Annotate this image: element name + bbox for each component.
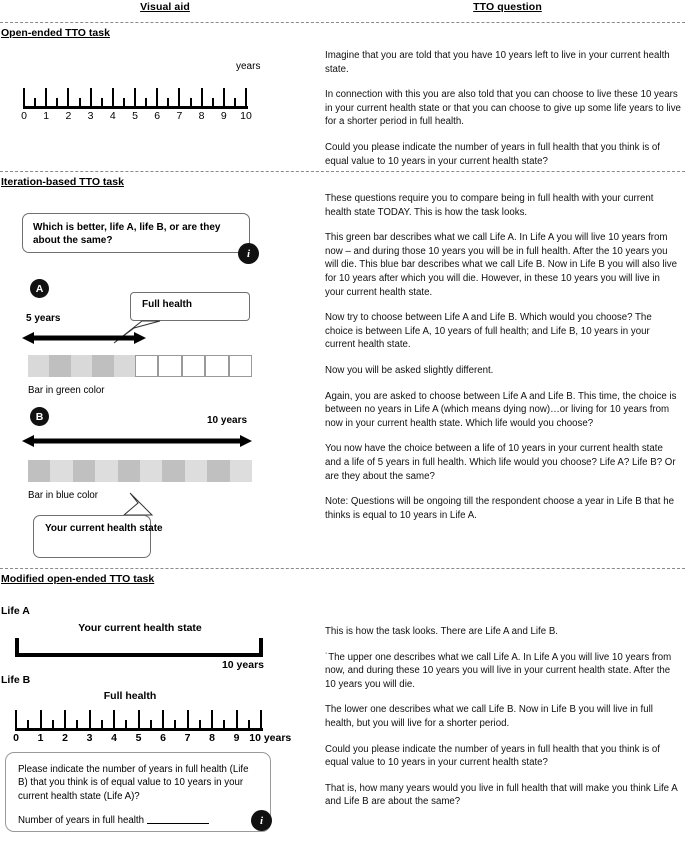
ruler-label: 8 (198, 110, 205, 122)
ruler-label: 8 (209, 732, 215, 744)
prompt-bubble[interactable] (22, 213, 250, 253)
ruler-tick-major (67, 88, 69, 109)
ruler-tick-minor (145, 98, 147, 109)
ruler-label: 1 (37, 732, 44, 744)
bar-segment (92, 355, 113, 377)
question-paragraph: The lower one describes what we call Life B. Now in Life B you will live in full health, but you will live for a shorter period. (325, 704, 653, 729)
ruler-tick-major (113, 710, 115, 731)
ruler-tick-minor (125, 720, 127, 731)
ruler-tick-minor (34, 98, 36, 109)
column-header-tto-question: TTO question (473, 1, 542, 13)
ruler-label: 7 (176, 110, 183, 122)
question-paragraph: These questions require you to compare being in full health with your current health state TODAY. This is how the task looks. (325, 193, 654, 218)
answer-label: Number of years in full health (18, 815, 144, 827)
life-a-bar-caption: Bar in green color (28, 385, 105, 396)
question-paragraph: This green bar describes what we call Life A. In Life A you will live 10 years from now – and during those 10 years you will be in full health. After the 10 years you will die. This blue bar describes what we call Life B. Now in Life B you will also live for 10 years after which you will die. However, in these 10 years you will live in your current health state. (325, 232, 677, 298)
info-badge-label: i (259, 814, 264, 827)
modified-question-text: Please indicate the number of years in full health (Life B) that you think is of equal value to 10 years in your current health state (Life A)? (18, 764, 249, 802)
visual-aid-modified (0, 585, 325, 843)
life-b-badge-label: B (35, 410, 44, 423)
question-paragraph: In connection with this you are also told that you can choose to live these 10 years in your current health state or that you can choose to give up some life years to live for a shorter period in full health. (325, 89, 681, 128)
bar-segment (205, 355, 228, 377)
answer-blank-input[interactable] (147, 823, 209, 824)
ruler-tick-minor (56, 98, 58, 109)
bar-segment (49, 355, 70, 377)
tto-question-iteration-based (325, 188, 685, 534)
ruler-tick-minor (123, 98, 125, 109)
ruler-tick-major (138, 710, 140, 731)
bar-segment (50, 460, 72, 482)
ruler-tick-minor (248, 720, 250, 731)
ruler-tick-major (187, 710, 189, 731)
ruler-tick-major (64, 710, 66, 731)
ruler-label: 1 (43, 110, 50, 122)
bar-segment (95, 460, 117, 482)
ruler-tick-minor (223, 720, 225, 731)
bar-segment (118, 460, 140, 482)
life-b-badge (30, 407, 49, 426)
ruler-tick-major (162, 710, 164, 731)
ruler-label: 4 (111, 732, 117, 744)
ruler-label: 6 (160, 732, 166, 744)
ruler-label: 10 years (249, 732, 292, 744)
ruler-tick-major (134, 88, 136, 109)
life-b-arrow (22, 432, 252, 450)
life-a-label: Life A (1, 605, 30, 617)
section-modified-open-ended (0, 569, 685, 849)
callout-b-label: Your current health state (45, 523, 163, 534)
ruler-tick-minor (190, 98, 192, 109)
ruler-tick-major (245, 88, 247, 109)
ruler-label: 4 (109, 110, 116, 122)
section-title-open-ended: Open-ended TTO task (1, 27, 110, 39)
question-paragraph: Imagine that you are told that you have 10 years left to live in your current health state. (325, 50, 670, 75)
current-health-state-callout-text (45, 522, 163, 536)
life-b-bar[interactable] (28, 460, 252, 482)
column-header-visual-aid: Visual aid (140, 1, 190, 13)
section-open-ended (0, 23, 685, 171)
ruler-tick-minor (101, 98, 103, 109)
ruler-tick-major (23, 88, 25, 109)
life-b-label: Life B (1, 674, 31, 686)
bar-segment (185, 460, 207, 482)
ruler-tick-major (236, 710, 238, 731)
ruler-ticks (23, 83, 248, 109)
ruler-tick-minor (101, 720, 103, 731)
life-b-arrow-label: 10 years (207, 415, 248, 426)
ruler-label: 2 (62, 732, 68, 744)
ruler-labels (13, 731, 292, 747)
ruler-tick-major (90, 88, 92, 109)
life-a-arrow-label: 5 years (26, 313, 61, 324)
life-a-badge (30, 279, 49, 298)
ruler-tick-major (223, 88, 225, 109)
ruler-label: 5 (132, 110, 138, 122)
tto-question-modified (325, 585, 685, 821)
ruler-ticks (15, 705, 263, 731)
ruler-label: 9 (233, 732, 240, 744)
ruler-tick-major (260, 710, 262, 731)
bar-segment (135, 355, 158, 377)
ruler-label: 10 (240, 110, 252, 122)
bar-segment (229, 355, 252, 377)
section-title-modified-open-ended: Modified open-ended TTO task (1, 573, 155, 585)
question-paragraph: Now you will be asked slightly different. (325, 364, 494, 376)
question-paragraph: This is how the task looks. There are Life A and Life B. (325, 626, 558, 637)
section-iteration-based (0, 172, 685, 568)
ruler-label: 3 (86, 732, 93, 744)
ruler-tick-minor (52, 720, 54, 731)
ruler-tick-minor (234, 98, 236, 109)
bar-segment (182, 355, 205, 377)
ruler-tick-major (45, 88, 47, 109)
bar-segment (158, 355, 181, 377)
section-title-iteration-based: Iteration-based TTO task (1, 176, 124, 188)
question-paragraph: That is, how many years would you live in full health that will make you think Life A and Life B are about the same? (325, 782, 678, 808)
question-paragraph: ˙The upper one describes what we call Life A. In Life A you will live 10 years from now, and during these 10 years you will live in your current health state. After the 10 years you will die. (325, 651, 672, 690)
ruler-tick-major (89, 710, 91, 731)
bar-segment (28, 355, 49, 377)
info-badge-label: i (246, 247, 251, 260)
column-headers (0, 0, 685, 22)
ruler-tick-minor (27, 720, 29, 731)
ruler-label: 0 (13, 732, 19, 744)
ruler-tick-major (211, 710, 213, 731)
ruler-tick-minor (174, 720, 176, 731)
prompt-bubble-text: Which is better, life A, life B, or are they about the same? (33, 222, 221, 246)
bar-segment (73, 460, 95, 482)
ruler-tick-minor (167, 98, 169, 109)
full-health-callout-text: Full health (142, 299, 192, 310)
bar-segment (28, 460, 50, 482)
ruler-label: 0 (21, 110, 27, 122)
ruler-labels (21, 109, 252, 125)
bar-segment (114, 355, 135, 377)
bar-segment (140, 460, 162, 482)
ruler-label: 6 (154, 110, 161, 122)
life-a-bar[interactable] (28, 355, 252, 377)
bar-segment (230, 460, 252, 482)
question-paragraph: Now try to choose between Life A and Life B. Which would you choose? The choice is between Life A, 10 years of full health; and Life B, 10 years in your current health state. (325, 312, 652, 351)
question-paragraph: Again, you are asked to choose between Life A and Life B. This time, the choice is between no years in Life A (which means dying now)…or living for 10 years from now in your current health state. Which life would you choose? (325, 390, 677, 429)
ruler-tick-minor (150, 720, 152, 731)
question-paragraph: Note: Questions will be ongoing till the respondent choose a year in Life B that he thinks is equal to 10 years in Life A. (325, 496, 674, 521)
life-a-bracket-label: Your current health state (78, 622, 202, 634)
modified-life-b-ruler[interactable] (13, 705, 292, 747)
ruler-tick-major (15, 710, 17, 731)
question-paragraph: Could you please indicate the number of years in full health that you think is of equal value to 10 years in your current health state? (325, 743, 660, 769)
ruler-label: 2 (65, 110, 72, 122)
tto-question-open-ended (325, 39, 685, 180)
ruler-years-caption: years (236, 61, 261, 72)
bar-segment (207, 460, 229, 482)
life-a-bracket (15, 638, 263, 657)
ruler-label: 5 (135, 732, 142, 744)
bar-segment (162, 460, 184, 482)
answer-line[interactable] (18, 814, 258, 827)
ruler-tick-major (178, 88, 180, 109)
life-a-arrow (22, 329, 146, 347)
ruler-tick-major (201, 88, 203, 109)
ruler-tick-major (40, 710, 42, 731)
ruler-label: 9 (220, 110, 227, 122)
info-badge-iteration[interactable] (238, 243, 259, 264)
info-badge-modified[interactable] (251, 810, 272, 831)
ruler-label: 7 (184, 732, 191, 744)
ruler-tick-minor (79, 98, 81, 109)
life-b-bar-caption: Bar in blue color (28, 490, 99, 501)
question-paragraph: You now have the choice between a life of 10 years in your current health state and a life of 5 years in full health. Which life would you choose? Life A? Life B? Or are they about the same? (325, 443, 676, 482)
ruler-tick-minor (199, 720, 201, 731)
open-ended-ruler[interactable] (21, 83, 252, 125)
ruler-label: 3 (87, 110, 94, 122)
bar-segment (71, 355, 92, 377)
ruler-tick-major (156, 88, 158, 109)
modified-question-box[interactable] (5, 752, 271, 832)
question-paragraph: Could you please indicate the number of years in full health that you think is of equal value to 10 years in your current health state? (325, 141, 660, 167)
ruler-tick-major (112, 88, 114, 109)
life-b-ruler-label: Full health (103, 690, 157, 702)
ruler-tick-minor (212, 98, 214, 109)
life-a-badge-label: A (35, 282, 44, 295)
life-a-end-label: 10 years (221, 659, 264, 671)
visual-aid-iteration-based (0, 188, 325, 562)
ruler-tick-minor (76, 720, 78, 731)
